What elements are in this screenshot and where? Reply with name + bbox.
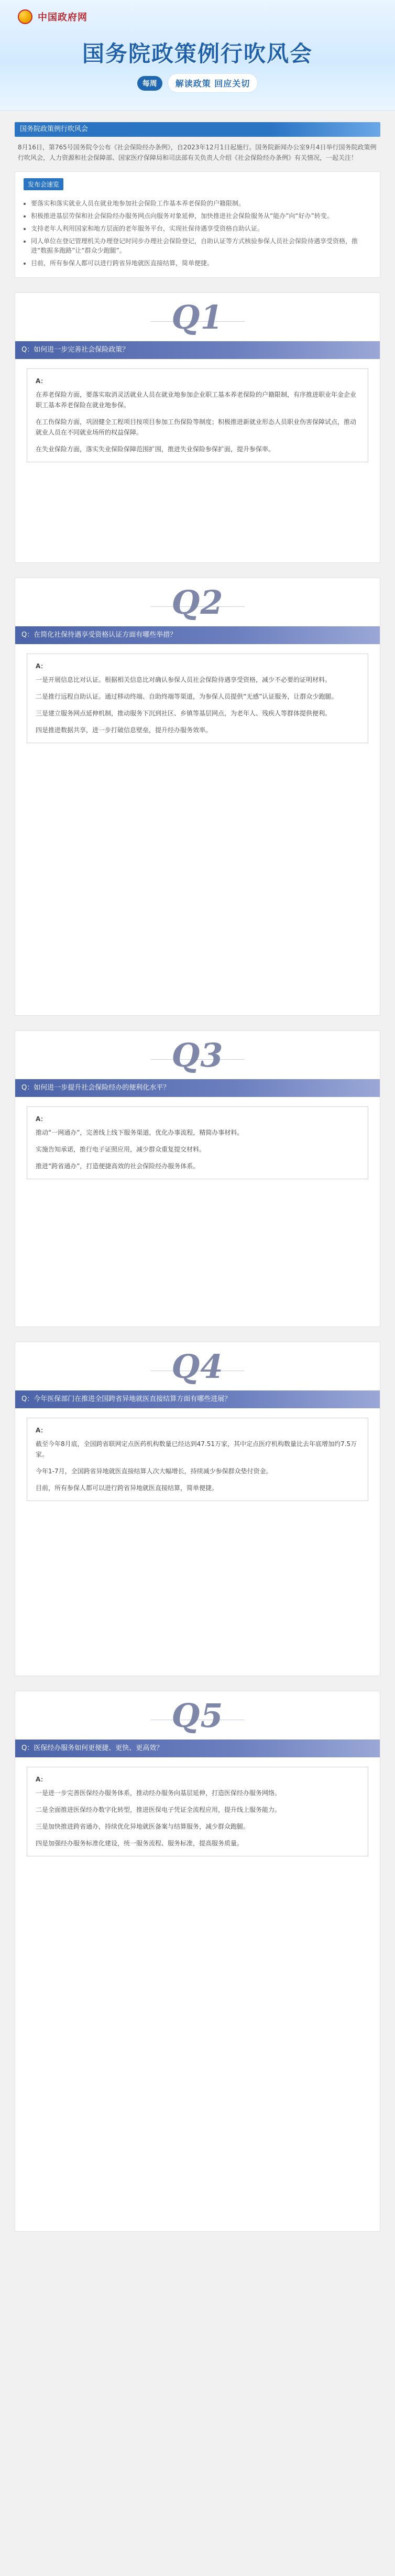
answer-paragraph: 在工伤保险方面，巩固健全工程项目按项目参加工伤保险等制度；积极推进新就业形态人员职业伤害保障试点，推动就业人员在不同就业场所的权益保障。	[36, 418, 357, 436]
section-intro-bar: 国务院政策例行吹风会	[15, 122, 380, 137]
qa-question: Q：如何进一步完善社会保险政策？	[15, 341, 380, 359]
national-emblem-icon	[18, 9, 32, 24]
answer-paragraph: 二是推行远程自助认证。通过移动终端、自助终端等渠道，为参保人员提供“无感”认证服务，让群众少跑腿。	[36, 693, 338, 700]
qa-answer-box	[27, 1106, 368, 1179]
site-name: 中国政府网	[38, 12, 87, 23]
hero-subtitle: 解读政策 回应关切	[168, 73, 258, 93]
answer-paragraph: 三是建立服务网点延伸机制，推动服务下沉到社区、乡镇等基层网点，为老年人、残疾人等群体提供便利。	[36, 710, 332, 717]
answer-paragraph: 在失业保险方面，落实失业保险保障范围扩围，推进失业保险参保扩面，提升参保率。	[36, 445, 275, 453]
answer-paragraph: 今年1-7月，全国跨省异地就医直接结算人次大幅增长，持续减少参保群众垫付资金。	[36, 1468, 272, 1475]
qa-question: Q：今年医保部门在推进全国跨省异地就医直接结算方面有哪些进展？	[15, 1390, 380, 1408]
qa-card	[15, 1691, 380, 2232]
qa-answer-area	[15, 1097, 380, 1191]
highlight-item: • 同人单位在登记管理机关办理登记时同步办理社会保险登记，自助认证等方式核验参保人员社会保险待遇享受资格，推进“数据多跑路”让“群众少跑腿”。	[31, 236, 371, 255]
answer-paragraph: 在养老保险方面，要落实取消灵活就业人员在就业地参加企业职工基本养老保险的户籍限制，有序推进职业年金企业职工基本养老保险在就业地参保。	[36, 391, 357, 409]
hero-pill: 每周	[137, 76, 162, 91]
answer-paragraph: 实施告知承诺，推行电子证照应用，减少群众重复提交材料。	[36, 1146, 206, 1153]
qa-answer-area	[15, 644, 380, 755]
answer-paragraph: 一是开展信息比对认证。根据相关信息比对确认参保人员社会保险待遇享受资格，减少不必要的证明材料。	[36, 676, 332, 683]
answer-label: A：	[36, 1115, 47, 1123]
highlight-item: • 积极推进基层劳保和社会保险经办服务网点向服务对象延伸，加快推进社会保险服务从“能办”向“好办”转变。	[31, 211, 371, 221]
answer-paragraph: 二是全面推进医保经办数字化转型，推进医保电子凭证全流程应用，提升线上服务能力。	[36, 1806, 281, 1813]
qa-answer-area	[15, 359, 380, 474]
highlights-bar: 发布会速览	[24, 178, 63, 190]
qa-badge-area	[15, 1691, 380, 1740]
qa-badge-area	[15, 1342, 380, 1390]
qa-answer-box	[27, 368, 368, 462]
hero-subtitle-row	[0, 73, 395, 93]
hero-banner	[0, 0, 395, 111]
bottom-spacer	[0, 2232, 395, 2246]
highlight-item: • 目前，所有参保人都可以进行跨省异地就医直接结算，简单便捷。	[31, 258, 371, 268]
qa-card	[15, 578, 380, 1016]
qa-card	[15, 292, 380, 563]
answer-paragraph: 三是加快推进跨省通办，持续优化异地就医备案与结算服务，减少群众跑腿。	[36, 1823, 250, 1830]
answer-paragraph: 目前，所有参保人都可以进行跨省异地就医直接结算，简单便捷。	[36, 1484, 218, 1492]
highlights-box	[15, 171, 380, 278]
answer-label: A：	[36, 662, 47, 670]
qa-number: Q3	[171, 1036, 224, 1074]
answer-label: A：	[36, 1427, 47, 1434]
highlights-list	[24, 199, 371, 268]
answer-paragraph: 截至今年8月底，全国跨省联网定点医药机构数量已经达到47.51万家，其中定点医疗机构数量比去年底增加约7.5万家。	[36, 1440, 357, 1458]
answer-label: A：	[36, 1776, 47, 1783]
qa-number: Q1	[171, 298, 224, 336]
highlight-item: • 支持老年人利用国家和地方层面的老年服务平台，实现社保待遇享受资格自助认证。	[31, 224, 371, 233]
qa-number: Q5	[171, 1697, 224, 1735]
qa-question: Q：如何进一步提升社会保险经办的便利化水平？	[15, 1079, 380, 1097]
answer-paragraph: 推动“一网通办”，完善线上线下服务渠道，优化办事流程，精简办事材料。	[36, 1129, 244, 1136]
qa-number: Q4	[171, 1347, 224, 1386]
qa-question: Q：医保经办服务如何更便捷、更快、更高效？	[15, 1740, 380, 1757]
answer-paragraph: 一是进一步完善医保经办服务体系，推动经办服务向基层延伸，打造医保经办服务网络。	[36, 1789, 281, 1797]
answer-paragraph: 四是加强经办服务标准化建设，统一服务流程、服务标准，提高服务质量。	[36, 1840, 244, 1847]
qa-badge-area	[15, 1031, 380, 1079]
qa-answer-box	[27, 1418, 368, 1501]
qa-answer-area	[15, 1757, 380, 1868]
answer-paragraph: 四是推进数据共享，进一步打破信息壁垒，提升经办服务效率。	[36, 726, 212, 734]
qa-answer-area	[15, 1408, 380, 1513]
qa-answer-box	[27, 1767, 368, 1856]
qa-card	[15, 1030, 380, 1327]
qa-question: Q：在简化社保待遇享受资格认证方面有哪些举措？	[15, 626, 380, 644]
brand[interactable]	[18, 9, 87, 24]
qa-answer-box	[27, 654, 368, 743]
intro-text: 8月16日，第765号国务院令公布《社会保险经办条例》，自2023年12月1日起施行。国务院新闻办公室9月4日举行国务院政策例行吹风会，人力资源和社会保障部、国家医疗保障局和司法部有关负责人介绍《社会保险经办条例》有关情况，一起关注！	[18, 144, 377, 161]
qa-card	[15, 1342, 380, 1676]
qa-number: Q2	[171, 583, 224, 622]
answer-paragraph: 推进“跨省通办”，打造便捷高效的社会保险经办服务体系。	[36, 1162, 200, 1170]
highlight-item: • 要落实和落实就业人员在就业地参加社会保险工作基本养老保险的户籍限制。	[31, 199, 371, 208]
qa-badge-area	[15, 578, 380, 626]
answer-label: A：	[36, 377, 47, 385]
qa-badge-area	[15, 293, 380, 341]
hero-title: 国务院政策例行吹风会	[82, 41, 313, 67]
